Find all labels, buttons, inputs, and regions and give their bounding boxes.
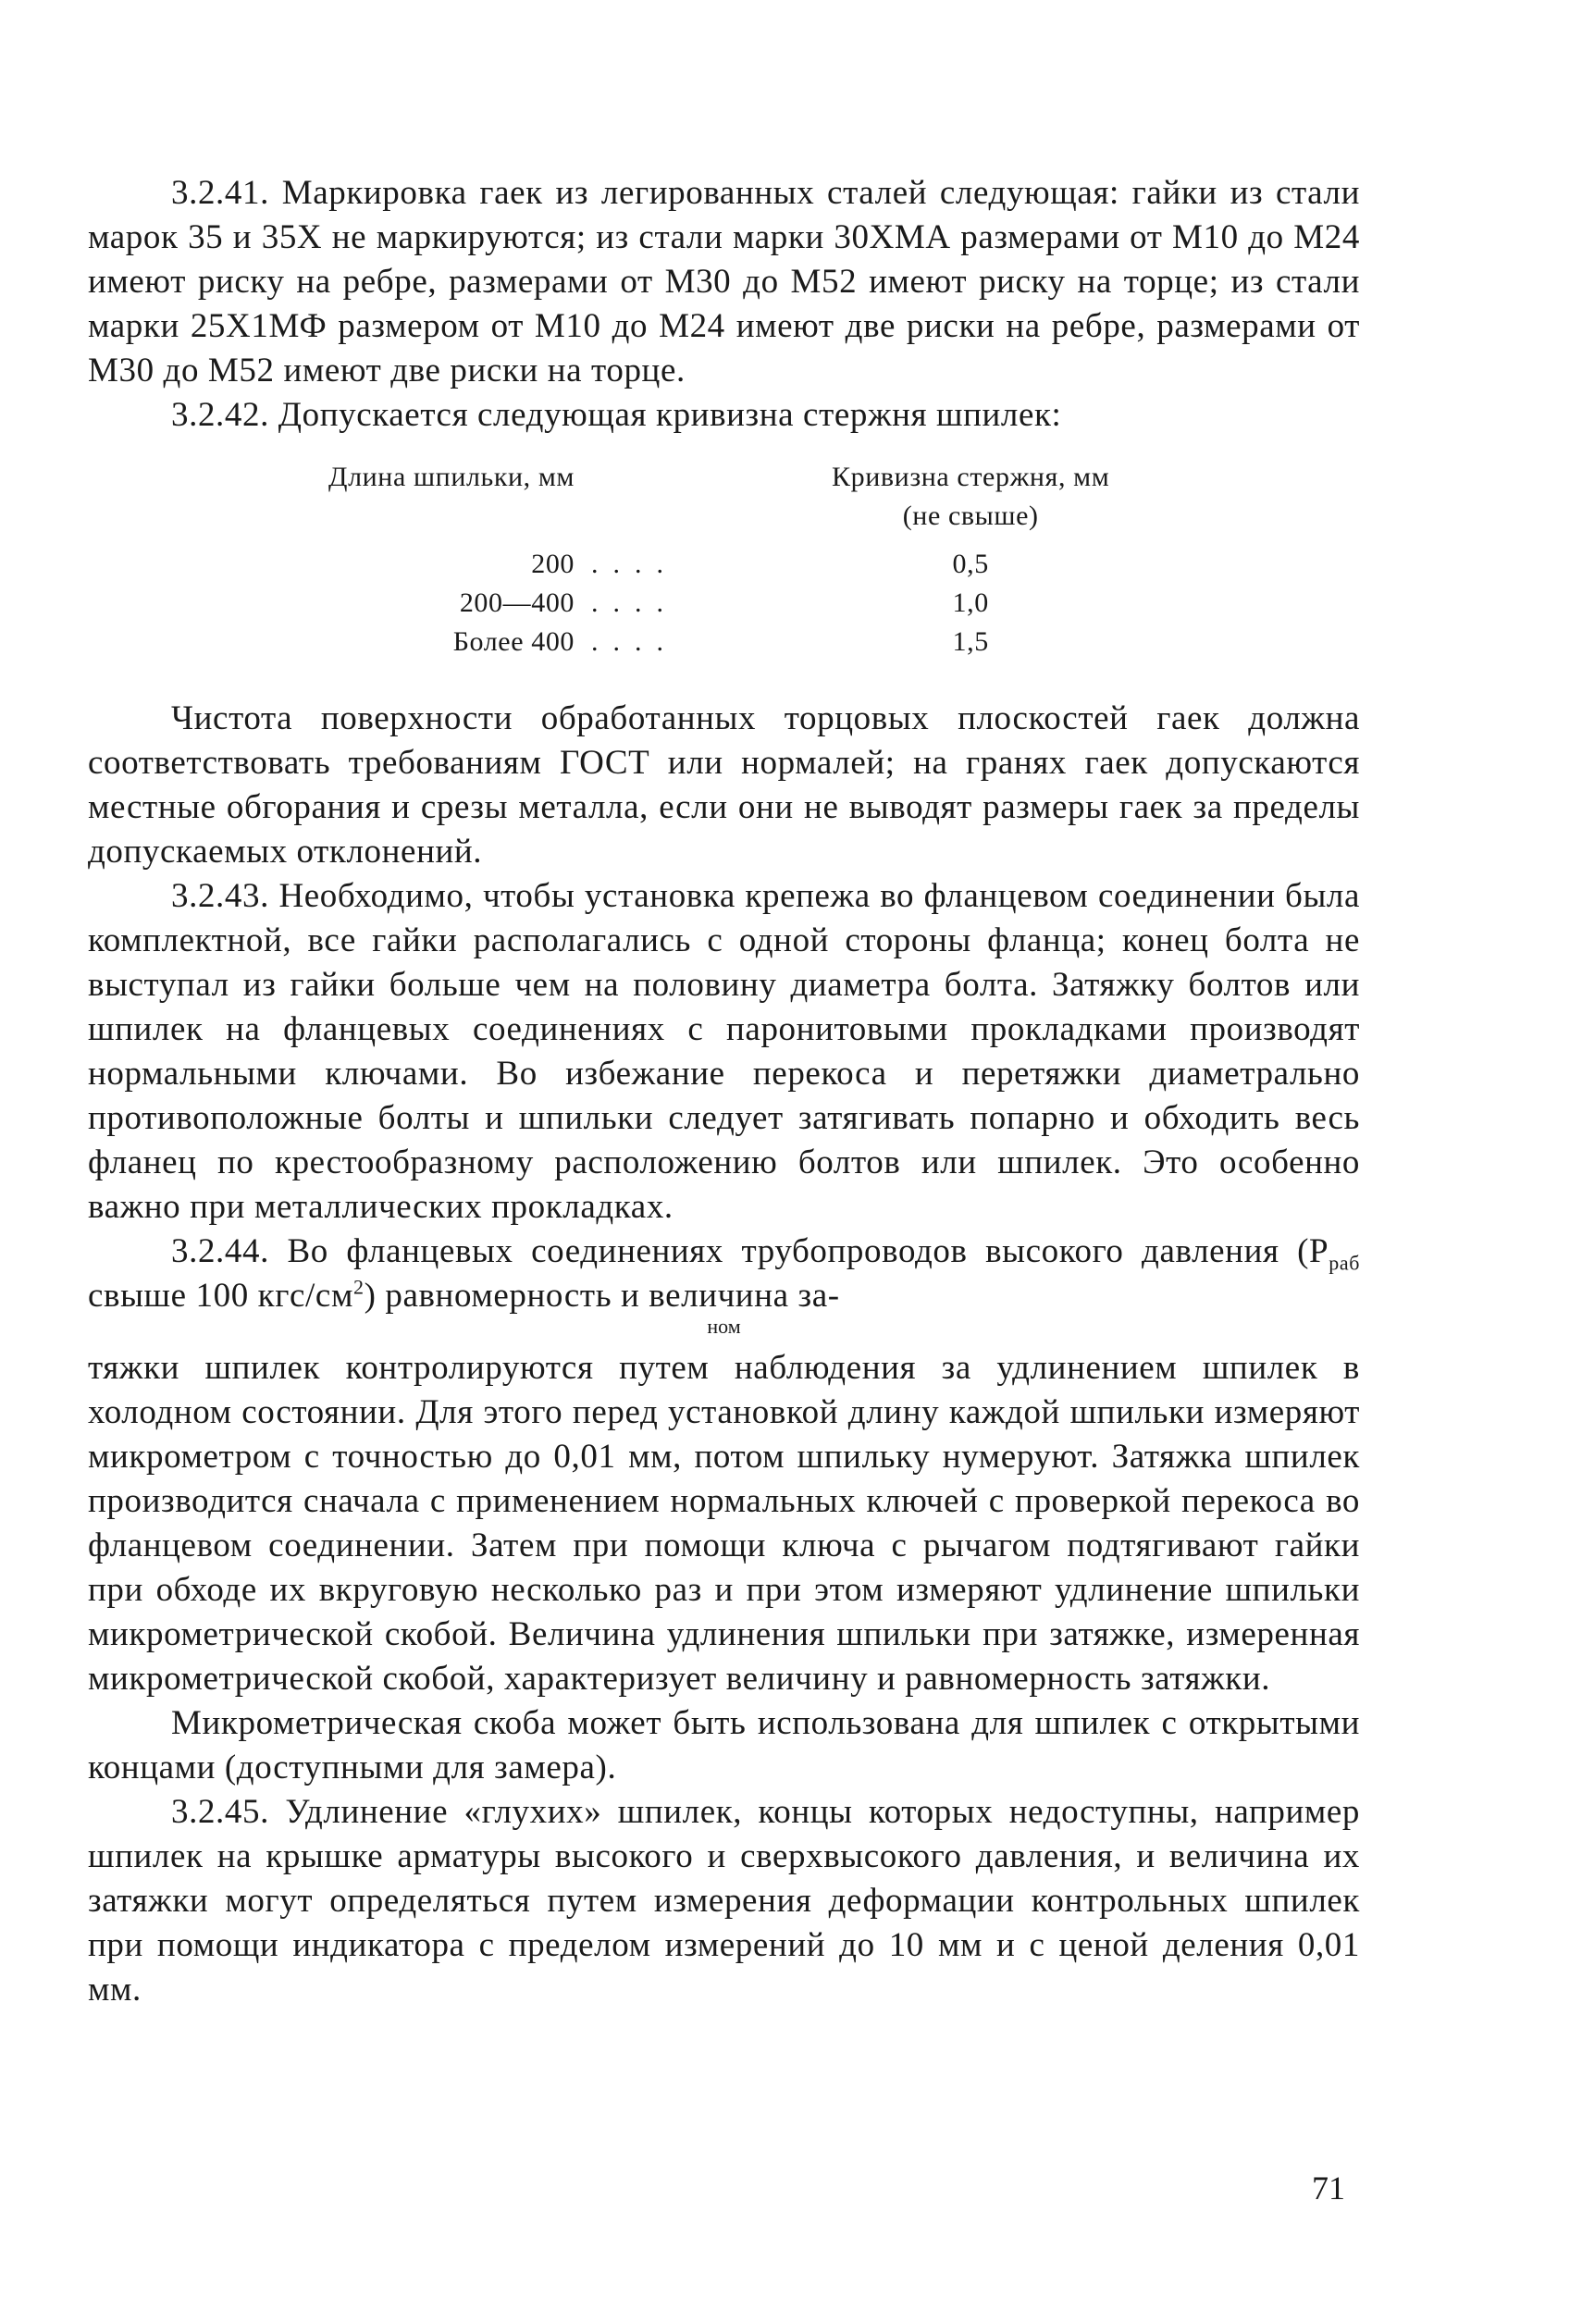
page-number: 71 (1312, 2169, 1345, 2207)
curvature-cell: 1,0 (952, 587, 989, 618)
paragraph-3-2-45: 3.2.45. Удлинение «глухих» шпилек, концы которых недоступны, например шпилек на крышке арматуры высокого и сверхвысокого давления, и величина их затяжки могут определяться путем измерения деформации контрольных шпилек при помощи индикатора с пределом измерений до 10 мм и с ценой деления 0,01 мм. (88, 1793, 1360, 2009)
paragraph-3-2-44: 3.2.44. Во фланцевых соединениях трубопроводов высокого давления ($P_{раб}$ свыше 100 кгс/$см^2$) равномерность и величина за- (88, 1232, 1360, 1315)
paragraph-3-2-42: 3.2.42. Допускается следующая кривизна стержня шпилек: (171, 396, 1062, 434)
paragraph-3-2-43: 3.2.43. Необходимо, чтобы установка крепежа во фланцевом соединении была комплектной, все гайки располагались с одной стороны фланца; конец болта не выступал из гайки больше чем на половину диаметра болта. Затяжку болтов или шпилек на фланцевых соединениях с паронитовыми прокладками производят нормальными ключами. Во избежание перекоса и перетяжки диаметрально противоположные болты и шпильки следует затягивать попарно и обходить весь фланец по крестообразному расположению болтов или шпилек. Это особенно важно при металлических прокладках. (88, 877, 1360, 1226)
table-row (328, 623, 1109, 661)
table-row (328, 584, 1109, 623)
leader-dots: .... (591, 587, 679, 618)
table-header-row (328, 458, 1109, 545)
length-cell: Более 400 (452, 626, 575, 657)
curvature-cell: 1,5 (952, 626, 989, 657)
leader-dots: .... (591, 626, 679, 657)
length-cell: 200 (531, 549, 575, 579)
curvature-cell: 0,5 (952, 549, 989, 579)
leader-dots: .... (591, 549, 679, 579)
length-cell: 200—400 (459, 587, 575, 618)
line-fragment: ном (707, 1315, 741, 1338)
paragraph-3-2-41: 3.2.41. Маркировка гаек из легированных сталей следующая: гайки из стали марок 35 и 35Х не маркируются; из стали марки 30ХМА размерами от М10 до М24 имеют риску на ребре, размерами от М30 до М52 имеют риску на торце; из стали марки 25Х1МФ размером от М10 до М24 имеют две риски на ребре, размерами от М30 до М52 имеют две риски на торце. (88, 174, 1360, 389)
column-header-curvature: Кривизна стержня, мм (не свыше) (832, 462, 1110, 531)
table-row (328, 545, 1109, 584)
paragraph-surface-finish: Чистота поверхности обработанных торцовых плоскостей гаек должна соответствовать требованиям ГОСТ или нормалей; на гранях гаек допускаются местные обгорания и срезы металла, если они не выводят размеры гаек за пределы допускаемых отклонений. (88, 699, 1360, 871)
paragraph-micrometer: Микрометрическая скоба может быть использована для шпилек с открытыми концами (доступными для замера). (88, 1704, 1360, 1786)
paragraph-3-2-44-continued: тяжки шпилек контролируются путем наблюдения за удлинением шпилек в холодном состоянии. Для этого перед установкой длину каждой шпильки измеряют микрометром с точностью до 0,01 мм, потом шпильку нумеруют. Затяжка шпилек производится сначала с применением нормальных ключей с проверкой перекоса во фланцевом соединении. Затем при помощи ключа с рычагом подтягивают гайки при обходе их вкруговую несколько раз и при этом измеряют удлинение шпильки микрометрической скобой. Величина удлинения шпильки при затяжке, измеренная микрометрической скобой, характеризует величину и равномерность затяжки. (88, 1349, 1360, 1698)
column-header-length: Длина шпильки, мм (328, 462, 575, 492)
curvature-table (328, 458, 1109, 661)
body-text (88, 171, 1360, 2012)
